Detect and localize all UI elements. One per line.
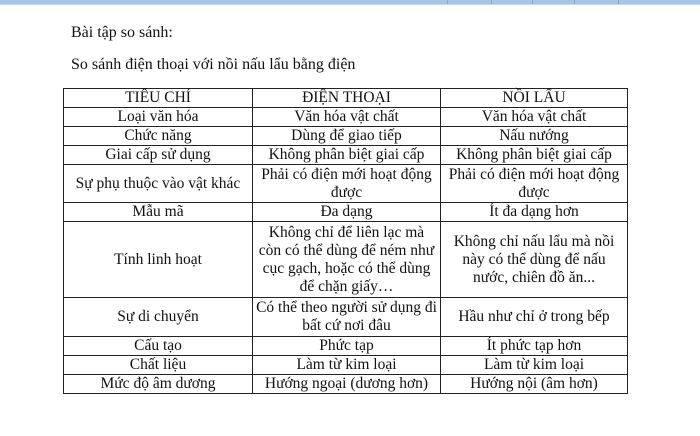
cell-hotpot: Ít đa dạng hơn (441, 203, 628, 222)
cell-criteria: Chất liệu (64, 356, 253, 375)
comparison-table (63, 88, 628, 394)
table-row (64, 108, 628, 127)
cell-phone: Không chỉ để liên lạc mà còn có thể dùng để ném như cục gạch, hoặc có thể dùng để chặn giấy… (253, 222, 441, 298)
ruler-tick (532, 0, 533, 4)
cell-phone: Phải có điện mới hoạt động được (253, 165, 441, 203)
cell-criteria: Mẫu mã (64, 203, 253, 222)
cell-hotpot: Không phân biệt giai cấp (441, 146, 628, 165)
ruler-tick (574, 0, 575, 4)
table-row (64, 203, 628, 222)
cell-phone: Hướng ngoại (dương hơn) (253, 375, 441, 394)
cell-hotpot: Hướng nội (âm hơn) (441, 375, 628, 394)
cell-criteria: Tính linh hoạt (64, 222, 253, 298)
cell-phone: Không phân biệt giai cấp (253, 146, 441, 165)
cell-hotpot: Ít phức tạp hơn (441, 337, 628, 356)
table-row (64, 146, 628, 165)
cell-criteria: Sự di chuyển (64, 298, 253, 337)
ruler-marker[interactable] (447, 0, 448, 4)
ruler-tick (618, 0, 619, 4)
cell-phone: Văn hóa vật chất (253, 108, 441, 127)
table-row (64, 127, 628, 146)
header-phone: ĐIỆN THOẠI (253, 89, 441, 108)
cell-hotpot: Không chỉ nấu lẩu mà nồi này có thể dùng để nấu nước, chiên đồ ăn... (441, 222, 628, 298)
cell-criteria: Giai cấp sử dụng (64, 146, 253, 165)
table-row (64, 356, 628, 375)
exercise-heading: Bài tập so sánh: (71, 24, 173, 41)
cell-hotpot: Làm từ kim loại (441, 356, 628, 375)
cell-hotpot: Nấu nướng (441, 127, 628, 146)
cell-hotpot: Hầu như chỉ ở trong bếp (441, 298, 628, 337)
cell-criteria: Sự phụ thuộc vào vật khác (64, 165, 253, 203)
table-row (64, 298, 628, 337)
cell-criteria: Cấu tạo (64, 337, 253, 356)
table-row (64, 222, 628, 298)
ruler-tick (491, 0, 492, 4)
table-row (64, 337, 628, 356)
exercise-subtitle: So sánh điện thoại với nồi nấu lẩu bằng điện (71, 56, 356, 73)
cell-criteria: Mức độ âm dương (64, 375, 253, 394)
cell-phone: Đa dạng (253, 203, 441, 222)
table-row (64, 165, 628, 203)
table-row (64, 375, 628, 394)
cell-phone: Dùng để giao tiếp (253, 127, 441, 146)
cell-phone: Có thể theo người sử dụng đi bất cứ nơi đâu (253, 298, 441, 337)
cell-phone: Làm từ kim loại (253, 356, 441, 375)
header-criteria: TIÊU CHÍ (64, 89, 253, 108)
cell-criteria: Chức năng (64, 127, 253, 146)
cell-phone: Phức tạp (253, 337, 441, 356)
cell-criteria: Loại văn hóa (64, 108, 253, 127)
cell-hotpot: Văn hóa vật chất (441, 108, 628, 127)
header-hotpot: NỒI LẨU (441, 89, 628, 108)
cell-hotpot: Phải có điện mới hoạt động được (441, 165, 628, 203)
table-header-row (64, 89, 628, 108)
ruler-bar (0, 0, 700, 5)
